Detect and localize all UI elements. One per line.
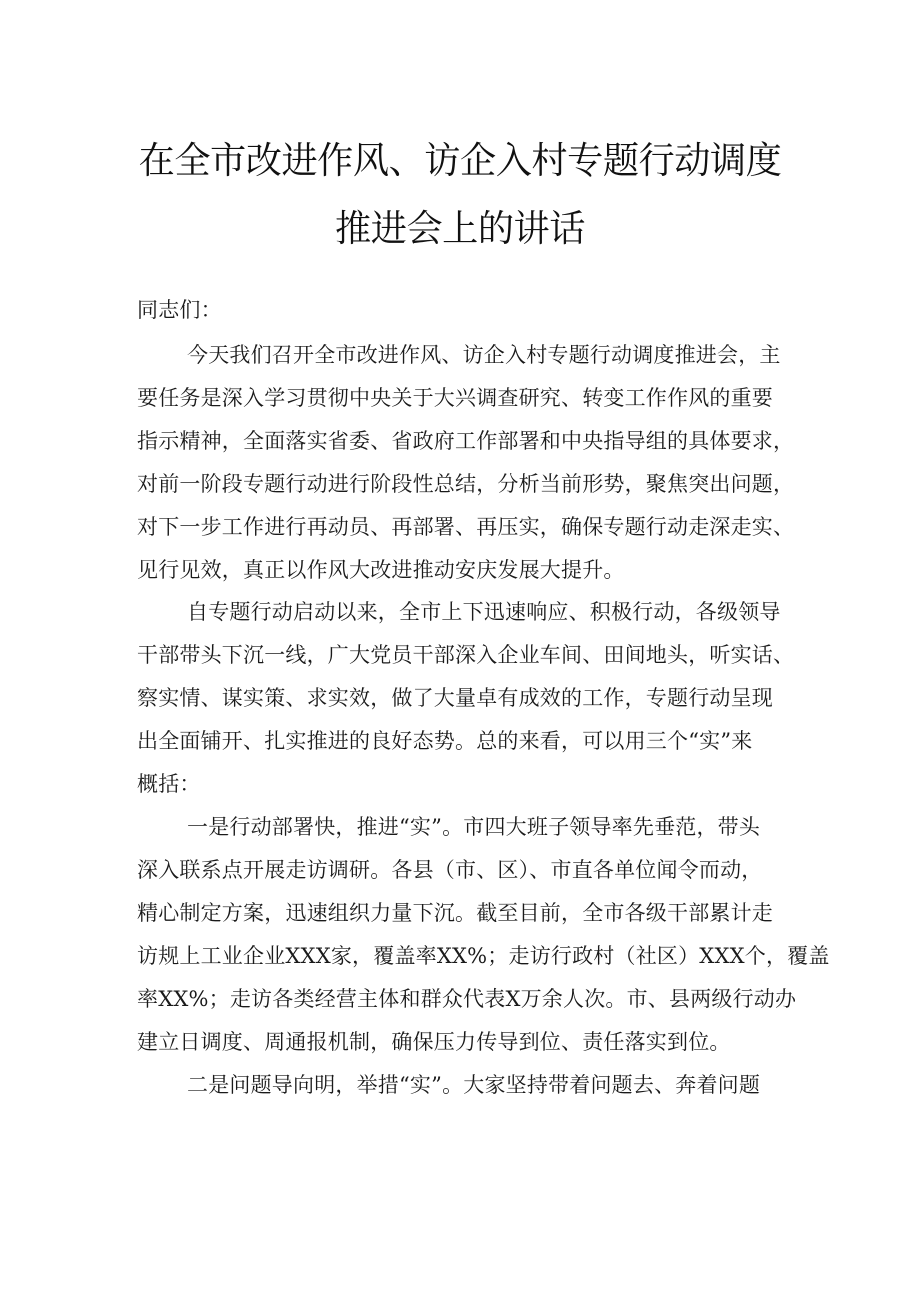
paragraph-line: 率XX%；走访各类经营主体和群众代表X万余人次。市、县两级行动办 bbox=[137, 987, 797, 1011]
paragraph-line: 见行见效，真正以作风大改进推动安庆发展大提升。 bbox=[137, 558, 625, 582]
paragraph-line: 察实情、谋实策、求实效，做了大量卓有成效的工作，专题行动呈现 bbox=[137, 686, 773, 710]
document-title-line-1: 在全市改进作风、访企入村专题行动调度 bbox=[138, 139, 782, 182]
paragraph-line: 一是行动部署快，推进“实”。市四大班子领导率先垂范，带头 bbox=[187, 815, 761, 839]
paragraph-line: 精心制定方案，迅速组织力量下沉。截至目前，全市各级干部累计走 bbox=[137, 901, 773, 925]
paragraph-line: 访规上工业企业XXX家，覆盖率XX%；走访行政村（社区）XXX个，覆盖 bbox=[137, 944, 830, 968]
paragraph-line: 自专题行动启动以来，全市上下迅速响应、积极行动，各级领导 bbox=[187, 600, 781, 624]
paragraph-line: 指示精神，全面落实省委、省政府工作部署和中央指导组的具体要求， bbox=[137, 429, 795, 453]
document-title-line-2: 推进会上的讲话 bbox=[335, 207, 585, 250]
paragraph-line: 要任务是深入学习贯彻中央关于大兴调查研究、转变工作作风的重要 bbox=[137, 386, 773, 410]
paragraph-line: 深入联系点开展走访调研。各县（市、区）、市直各单位闻令而动， bbox=[137, 858, 763, 882]
salutation: 同志们： bbox=[137, 298, 222, 322]
paragraph-line: 建立日调度、周通报机制，确保压力传导到位、责任落实到位。 bbox=[137, 1030, 731, 1054]
paragraph-line: 对下一步工作进行再动员、再部署、再压实，确保专题行动走深走实、 bbox=[137, 515, 795, 539]
paragraph-line: 概括： bbox=[137, 772, 201, 796]
paragraph-line: 对前一阶段专题行动进行阶段性总结，分析当前形势，聚焦突出问题， bbox=[137, 472, 795, 496]
paragraph-line: 出全面铺开、扎实推进的良好态势。总的来看，可以用三个“实”来 bbox=[137, 729, 753, 753]
paragraph-line: 二是问题导向明，举措“实”。大家坚持带着问题去、奔着问题 bbox=[187, 1073, 761, 1097]
paragraph-line: 干部带头下沉一线，广大党员干部深入企业车间、田间地头，听实话、 bbox=[137, 643, 795, 667]
paragraph-line: 今天我们召开全市改进作风、访企入村专题行动调度推进会，主 bbox=[187, 343, 781, 367]
